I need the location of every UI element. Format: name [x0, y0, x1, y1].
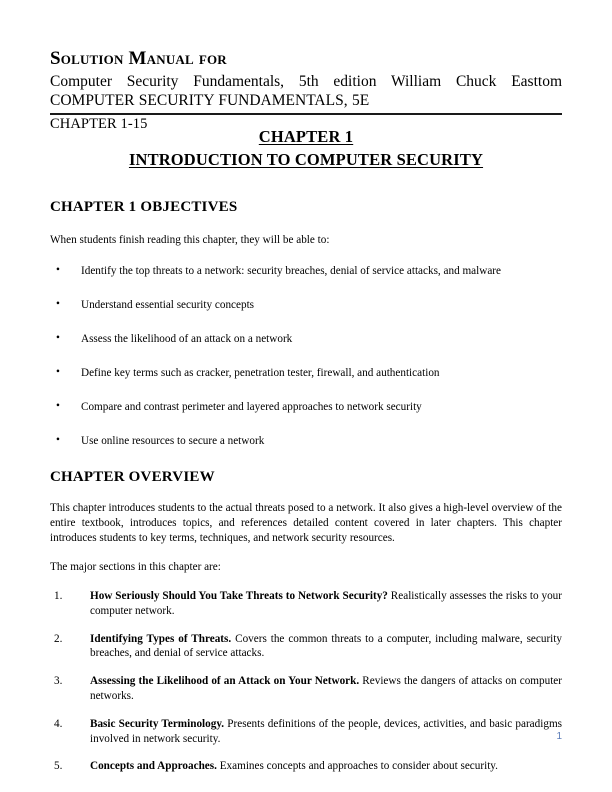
objective-text: Understand essential security concepts [81, 298, 255, 311]
item-number: 2. [54, 632, 63, 645]
item-number: 5. [54, 760, 63, 773]
objective-text: Use online resources to secure a network [81, 434, 265, 447]
solution-manual-title: Solution Manual for [50, 48, 227, 69]
item-number: 4. [54, 717, 63, 730]
document-body [50, 198, 562, 787]
item-description: Presents definitions of the people, devices, activities, and basic paradigms involved in network security. [90, 717, 562, 745]
objective-text: Identify the top threats to a network: security breaches, denial of service attacks, and malware [81, 264, 501, 277]
bullet-icon: • [56, 298, 60, 311]
overview-paragraph: This chapter introduces students to the actual threats posed to a network. It also gives a high-level overview of the entire textbook, introduces topics, and references detailed content covered in later chapters. This chapter introduces students to key terms, techniques, and network security resources. [50, 501, 562, 544]
item-title: How Seriously Should You Take Threats to Network Security? [90, 590, 388, 603]
book-reference: Computer Security Fundamentals, 5th edition William Chuck Easttom COMPUTER SECURITY FUNDAMENTALS, 5E [50, 72, 562, 110]
objectives-lead-in: When students finish reading this chapter, they will be able to: [50, 234, 330, 246]
header-divider [50, 113, 562, 115]
bullet-icon: • [56, 400, 60, 413]
bullet-icon: • [56, 434, 60, 447]
objective-text: Compare and contrast perimeter and layered approaches to network security [81, 400, 422, 413]
item-description: Realistically assesses the risks to your computer network. [90, 590, 562, 617]
item-description: Reviews the dangers of attacks on computer networks. [90, 675, 562, 702]
bullet-icon: • [56, 366, 60, 379]
item-title: Identifying Types of Threats. [90, 632, 232, 645]
bullet-icon: • [56, 264, 60, 277]
page-title-line2: INTRODUCTION TO COMPUTER SECURITY [128, 149, 484, 169]
page-number: 1 [556, 731, 562, 742]
item-title: Basic Security Terminology. [90, 717, 225, 730]
list-item [50, 366, 562, 381]
running-header [50, 48, 562, 134]
major-sections-list [50, 589, 562, 774]
item-title: Concepts and Approaches. [90, 760, 217, 773]
list-item [50, 298, 562, 313]
list-item [50, 632, 562, 662]
item-description: Covers the common threats to a computer, including malware, security breaches, and denial of service attacks. [90, 632, 562, 660]
objective-text: Assess the likelihood of an attack on a network [81, 332, 293, 345]
item-description: Examines concepts and approaches to consider about security. [216, 760, 498, 773]
list-item [50, 589, 562, 619]
item-number: 3. [54, 675, 63, 688]
objectives-heading: CHAPTER 1 OBJECTIVES [50, 199, 238, 215]
list-item [50, 759, 562, 774]
list-item [50, 332, 562, 347]
overview-heading: CHAPTER OVERVIEW [50, 468, 215, 485]
objective-text: Define key terms such as cracker, penetration tester, firewall, and authentication [81, 366, 440, 379]
item-number: 1. [54, 590, 63, 603]
list-item [50, 400, 562, 415]
sections-lead-in: The major sections in this chapter are: [50, 561, 221, 574]
objectives-list [50, 264, 562, 449]
list-item [50, 674, 562, 704]
bullet-icon: • [56, 332, 60, 345]
list-item [50, 264, 562, 279]
chapter-range: CHAPTER 1-15 [50, 116, 148, 133]
item-title: Assessing the Likelihood of an Attack on Your Network. [90, 675, 360, 688]
page-title-line1: CHAPTER 1 [258, 127, 354, 146]
list-item [50, 434, 562, 449]
page-title [50, 126, 562, 172]
